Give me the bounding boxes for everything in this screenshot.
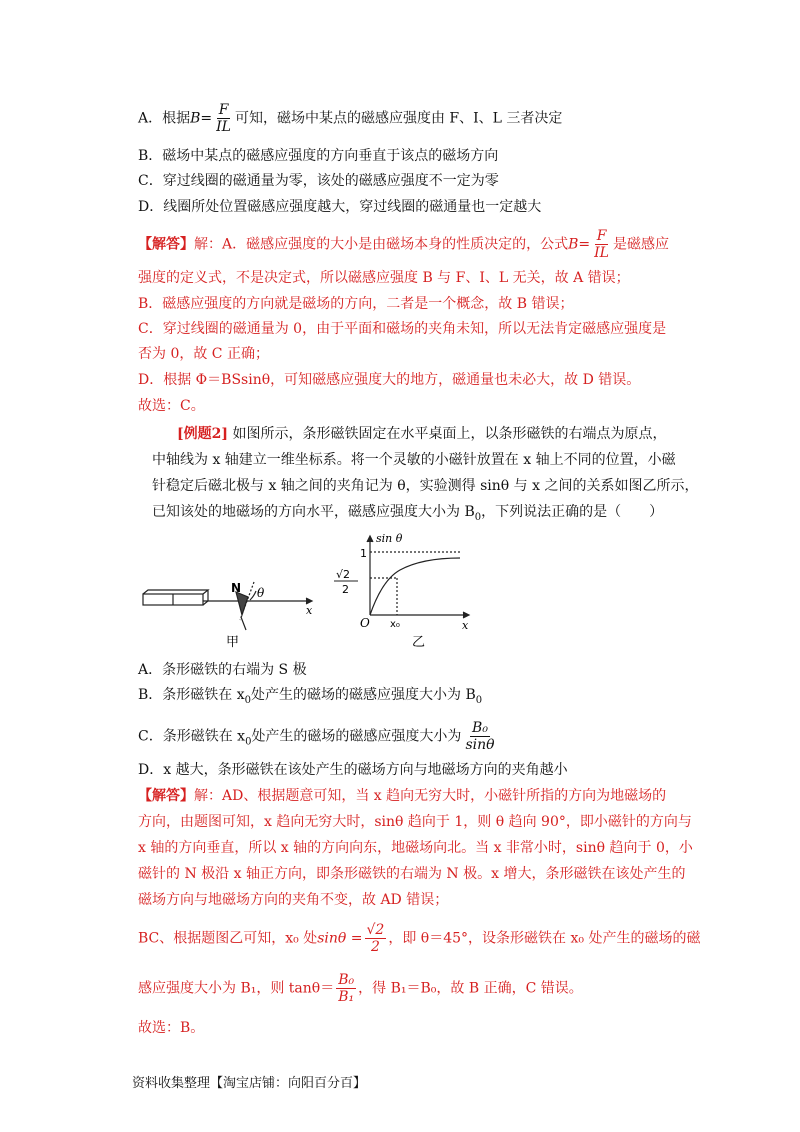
label-theta: θ bbox=[257, 586, 265, 600]
answer1-line4: C．穿过线圈的磁通量为 0，由于平面和磁场的夹角未知，所以无法肯定磁感应强度是 bbox=[138, 321, 667, 337]
x0-label: x₀ bbox=[390, 619, 400, 630]
answer2-line8: 故选：B。 bbox=[138, 1020, 205, 1036]
example2-line4: 已知该处的地磁场的方向水平，磁感应强度大小为 $B_0$，下列说法正确的是（ ） bbox=[152, 504, 664, 523]
answer2-line6: BC、根据题图乙可知，x₀ 处sinθ = $\frac{√2}{2}$ ，即 θ＝45°，设条形磁铁在 x₀ 处产生的磁场的磁 bbox=[138, 922, 701, 955]
answer2-line7: 感应强度大小为 B₁，则 tanθ＝ $\frac{\text{B₀}}{\text{B₁}}$ ，得 B₁＝B₀，故 B 正确，C 错误。 bbox=[138, 972, 583, 1005]
q2-option-b: B．条形磁铁在 $x_0$处产生的磁场的磁感应强度大小为 $B_0$ bbox=[138, 687, 483, 706]
example2-line2: 中轴线为 x 轴建立一维坐标系。将一个灵敏的小磁针放置在 x 轴上不同的位置，小磁 bbox=[152, 452, 676, 468]
footer: 资料收集整理【淘宝店铺：向阳百分百】 bbox=[132, 1076, 367, 1091]
tick-2: 2 bbox=[342, 583, 349, 596]
q2-option-a: A．条形磁铁的右端为 S 极 bbox=[138, 662, 307, 678]
answer2-line1: 【解答】解：AD、根据题意可知，当 x 趋向无穷大时，小磁针所指的方向为地磁场的 bbox=[138, 788, 667, 804]
q1-option-d: D．线圈所处位置磁感应强度越大，穿过线圈的磁通量也一定越大 bbox=[138, 199, 542, 215]
q1-option-c: C．穿过线圈的磁通量为零，该处的磁感应强度不一定为零 bbox=[138, 173, 499, 189]
sin-curve bbox=[370, 558, 460, 615]
example2-line1: [例题2] 如图所示，条形磁铁固定在水平桌面上，以条形磁铁的右端点为原点， bbox=[177, 426, 667, 442]
tick-sqrt2: √2 bbox=[336, 568, 351, 581]
tick-1: 1 bbox=[360, 547, 367, 560]
label-n: N bbox=[231, 581, 242, 595]
answer2-line3: x 轴的方向垂直，所以 x 轴的方向向东，地磁场向北。当 x 非常小时，sinθ 趋向于 0，小 bbox=[138, 840, 693, 856]
answer1-line6: D．根据 Φ＝BSsinθ，可知磁感应强度大的地方，磁通量也未必大，故 D 错误。 bbox=[138, 372, 641, 388]
label-x-jia: x bbox=[306, 604, 313, 617]
compass-needle bbox=[236, 592, 248, 615]
ylabel-yi: sin θ bbox=[376, 532, 403, 545]
xlabel-yi: x bbox=[462, 619, 469, 632]
q2-option-d: D．x 越大，条形磁铁在该处产生的磁场方向与地磁场方向的夹角越小 bbox=[138, 762, 568, 778]
q1-option-a: A．根据B= $\frac{F}{IL}$ 可知，磁场中某点的磁感应强度由 F、I、L 三者决定 bbox=[138, 102, 563, 135]
origin-label: O bbox=[360, 616, 370, 630]
answer2-line5: 磁场方向与地磁场方向的夹角不变，故 AD 错误； bbox=[138, 892, 449, 908]
figure-yi bbox=[332, 530, 482, 650]
caption-yi: 乙 bbox=[412, 635, 426, 650]
answer1-line3: B．磁感应强度的方向就是磁场的方向，二者是一个概念，故 B 错误； bbox=[138, 296, 574, 312]
q1-option-b: B．磁场中某点的磁感应强度的方向垂直于该点的磁场方向 bbox=[138, 148, 499, 164]
answer1-line2: 强度的定义式，不是决定式，所以磁感应强度 B 与 F、I、L 无关，故 A 错误； bbox=[138, 270, 630, 286]
answer2-line4: 磁针的 N 极沿 x 轴正方向，即条形磁铁的右端为 N 极。x 增大，条形磁铁在该处产生的 bbox=[138, 866, 686, 882]
answer1-line7: 故选：C。 bbox=[138, 398, 205, 414]
answer1-line1: 【解答】解：A．磁感应强度的大小是由磁场本身的性质决定的，公式B= $\frac{F}{IL}$ 是磁感应 bbox=[138, 228, 669, 261]
q2-option-c: C．条形磁铁在 $x_0$处产生的磁场的磁感应强度大小为 $\frac{\text{B₀}}{\sin\theta}$ bbox=[138, 720, 495, 753]
figure-jia bbox=[138, 570, 328, 650]
answer1-line5: 否为 0，故 C 正确； bbox=[138, 346, 269, 362]
example2-line3: 针稳定后磁北极与 x 轴之间的夹角记为 θ，实验测得 sinθ 与 x 之间的关系如图乙所示， bbox=[152, 478, 699, 494]
answer2-line2: 方向，由题图可知，x 趋向无穷大时，sinθ 趋向于 1，则 θ 趋向 90°，即小磁针的方向与 bbox=[138, 814, 692, 830]
caption-jia: 甲 bbox=[226, 635, 240, 650]
formula-fraction: $\frac{F}{IL}$ bbox=[216, 102, 231, 135]
